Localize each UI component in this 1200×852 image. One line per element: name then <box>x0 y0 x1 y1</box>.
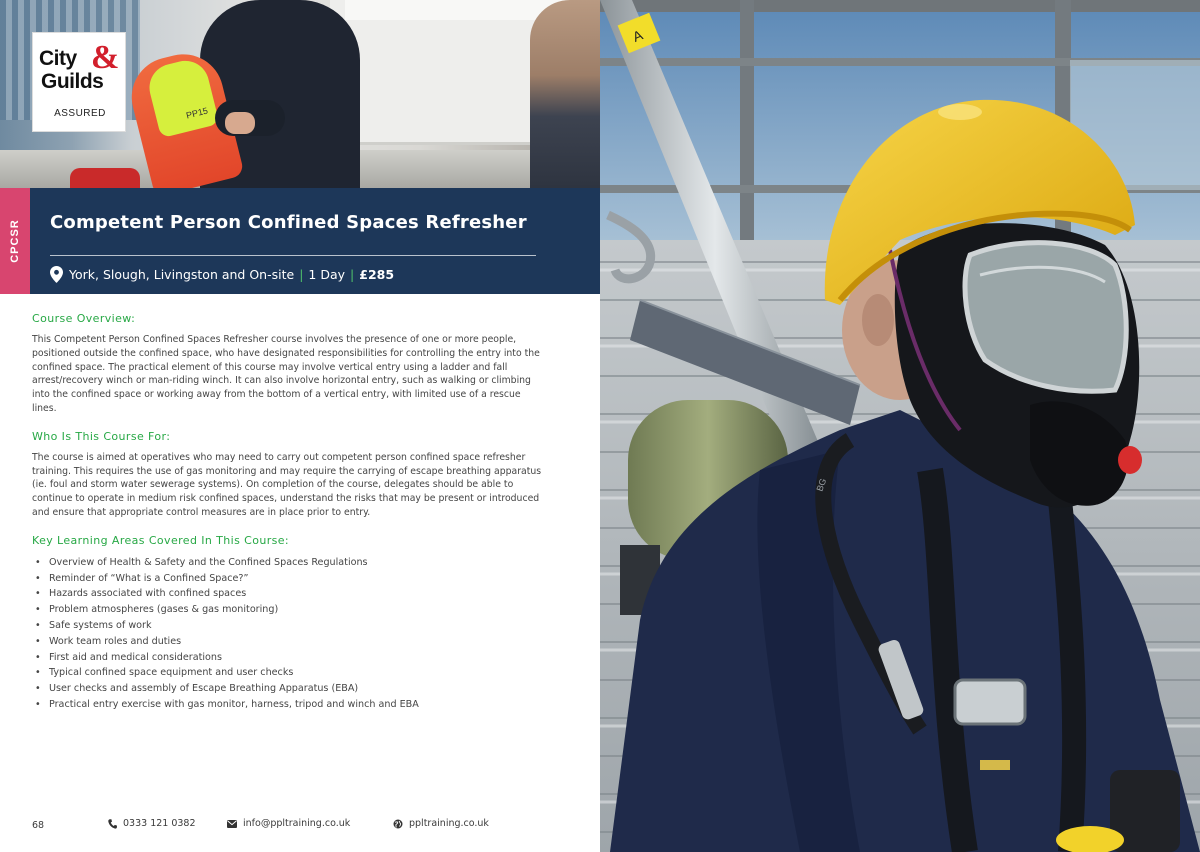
logo-assured-text: ASSURED <box>54 108 106 119</box>
list-item: • Overview of Health & Safety and the Confined Spaces Regulations <box>35 556 368 568</box>
course-locations: York, Slough, Livingston and On-site <box>69 266 295 282</box>
course-title-band <box>30 188 600 294</box>
list-item: • First aid and medical considerations <box>35 651 222 663</box>
hero-photo-training-room <box>0 0 600 188</box>
list-item: • Problem atmospheres (gases & gas monitoring) <box>35 604 279 616</box>
logo-guilds-text: Guilds <box>41 70 104 93</box>
meta-separator: | <box>299 266 304 282</box>
audience-body: The course is aimed at operatives who may need to carry out competent person confined space refresher training. This requires the use of gas monitoring and may require the carrying of escape breathing apparatus (ie. foul and storm water sewerage systems). On completion of the course, delegates should be able to continue to operate in medium risk confined spaces, understand the risks that may be present or introduced and ensure that appropriate control measures are in place prior to entry. <box>32 451 542 518</box>
overview-heading: Course Overview: <box>32 312 136 325</box>
city-and-guilds-logo <box>32 32 126 132</box>
course-content <box>32 312 542 713</box>
list-item: • Safe systems of work <box>35 619 152 631</box>
bag-tag-text: PP15 <box>185 105 209 121</box>
projector-screen-top <box>345 0 565 20</box>
meta-separator: | <box>350 266 355 282</box>
envelope-icon <box>227 820 237 828</box>
footer-website[interactable] <box>393 818 489 829</box>
page-footer <box>0 812 600 840</box>
phone-icon <box>108 819 117 829</box>
audience-heading: Who Is This Course For: <box>32 429 171 443</box>
location-pin-icon <box>50 266 63 283</box>
logo-ampersand: & <box>91 39 120 76</box>
presenter-hand <box>225 112 255 134</box>
course-code-tab <box>0 188 30 294</box>
learning-heading: Key Learning Areas Covered In This Course: <box>32 533 290 547</box>
photo-worker-in-breathing-apparatus <box>600 0 1200 852</box>
overview-body: This Competent Person Confined Spaces Refresher course involves the presence of one or more people, positioned outside the confined space, who have designated responsibilities for controlling the entry into the confined space. The practical element of this course may involve vertical entry using a ladder and fall arrest/recovery winch or man-riding winch. It can also involve horizontal entry, such as walking or climbing into the confined space or working away from the bottom of a vertical entry, with limited use of a rescue lines. <box>32 334 540 414</box>
course-price: £285 <box>359 266 395 282</box>
list-item: • Hazards associated with confined spaces <box>35 588 247 600</box>
audience-member <box>530 0 600 188</box>
list-item: • Typical confined space equipment and user checks <box>35 667 294 679</box>
course-code: CPCSR <box>9 219 21 263</box>
list-item: • Work team roles and duties <box>35 635 182 647</box>
footer-website-text: ppltraining.co.uk <box>409 818 489 829</box>
svg-text:BG: BG <box>814 477 829 493</box>
footer-email[interactable] <box>227 818 350 829</box>
footer-phone[interactable] <box>108 818 196 829</box>
learning-list <box>32 555 542 713</box>
worker-photo-illustration <box>600 0 1200 852</box>
list-item: • Reminder of “What is a Confined Space?” <box>35 572 249 584</box>
red-cylinder <box>70 168 140 188</box>
course-duration: 1 Day <box>308 266 346 282</box>
logo-city-text: City <box>39 47 77 70</box>
footer-phone-text: 0333 121 0382 <box>123 818 196 829</box>
list-item: • User checks and assembly of Escape Breathing Apparatus (EBA) <box>35 683 359 695</box>
svg-text:A: A <box>630 26 645 45</box>
course-meta <box>50 264 394 284</box>
globe-icon <box>393 819 403 829</box>
title-divider <box>50 255 536 256</box>
course-title: Competent Person Confined Spaces Refresher <box>50 212 527 233</box>
harness-buckle <box>955 680 1025 724</box>
mask-red-valve <box>1118 446 1142 474</box>
list-item: • Practical entry exercise with gas monitor, harness, tripod and winch and EBA <box>35 698 419 710</box>
footer-email-text: info@ppltraining.co.uk <box>243 818 351 829</box>
page-number: 68 <box>32 820 45 831</box>
